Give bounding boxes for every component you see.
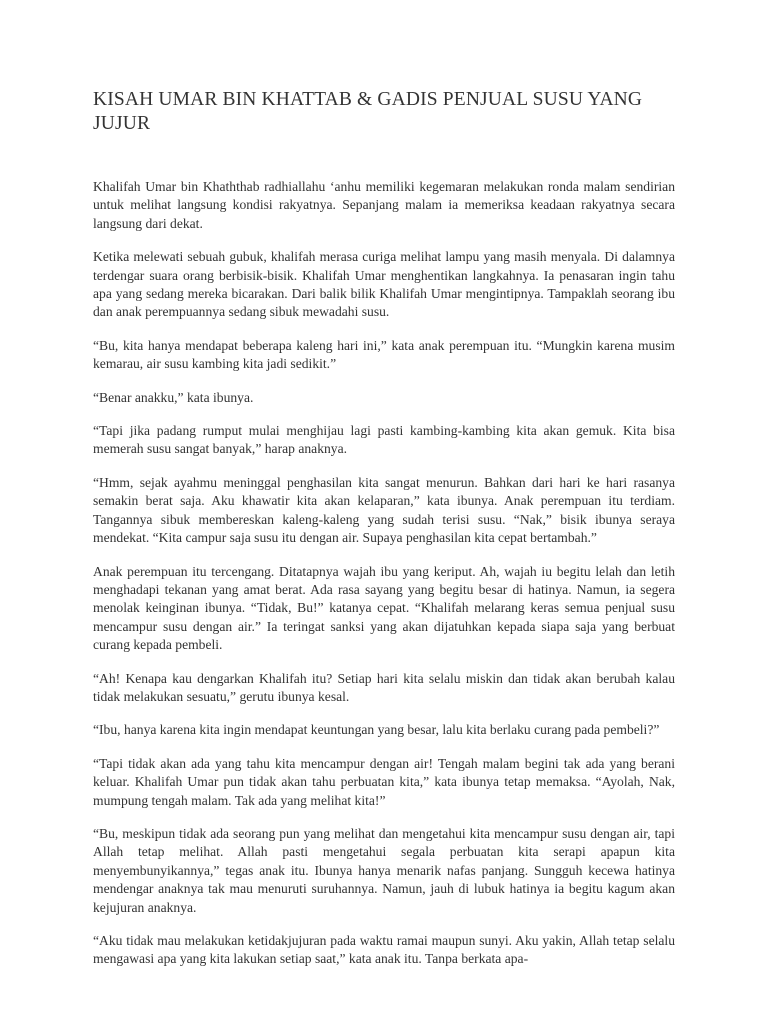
paragraph: “Benar anakku,” kata ibunya. <box>93 389 254 405</box>
paragraph: “Tapi jika padang rumput mulai menghijau lagi pasti kambing-kambing kita akan gemuk. Kita bisa memerah susu sangat banyak,” harap anaknya. <box>93 423 675 457</box>
paragraph: “Hmm, sejak ayahmu meninggal penghasilan kita sangat menurun. Bahkan dari hari ke hari rasanya semakin berat saja. Aku khawatir kita akan kelaparan,” kata ibunya. Anak perempuan itu terdiam. Tangannya sibuk membereskan kaleng-kaleng yang sudah terisi susu. “Nak,” bisik ibunya seraya mendekat. “Kita campur saja susu itu dengan air. Supaya penghasilan kita cepat bertambah.” <box>93 474 675 546</box>
paragraph: Khalifah Umar bin Khaththab radhiallahu ‘anhu memiliki kegemaran melakukan ronda malam sendirian untuk melihat langsung kondisi rakyatnya. Sepanjang malam ia memeriksa keadaan rakyatnya secara langsung dari dekat. <box>93 179 675 231</box>
paragraph: “Ibu, hanya karena kita ingin mendapat keuntungan yang besar, lalu kita berlaku curang pada pembeli?” <box>93 722 660 738</box>
paragraph: Anak perempuan itu tercengang. Ditatapnya wajah ibu yang keriput. Ah, wajah iu begitu lelah dan letih menghadapi tekanan yang amat berat. Ada rasa sayang yang begitu besar di hatinya. Namun, ia segera menolak keinginan ibunya. “Tidak, Bu!” katanya cepat. “Khalifah melarang keras semua penjual susu mencampur susu dengan air.” Ia teringat sanksi yang akan dijatuhkan kepada siapa saja yang berbuat curang kepada pembeli. <box>93 563 675 653</box>
paragraph: Ketika melewati sebuah gubuk, khalifah merasa curiga melihat lampu yang masih menyala. Di dalamnya terdengar suara orang berbisik-bisik. Khalifah Umar menghentikan langkahnya. Ia penasaran ingin tahu apa yang sedang mereka bicarakan. Dari balik bilik Khalifah Umar mengintipnya. Tampaklah seorang ibu dan anak perempuannya sedang sibuk mewadahi susu. <box>93 249 675 320</box>
paragraph: “Bu, kita hanya mendapat beberapa kaleng hari ini,” kata anak perempuan itu. “Mungkin karena musim kemarau, air susu kambing kita jadi sedikit.” <box>93 337 675 372</box>
paragraph: “Ah! Kenapa kau dengarkan Khalifah itu? Setiap hari kita selalu miskin dan tidak akan berubah kalau tidak melakukan sesuatu,” gerutu ibunya kesal. <box>93 670 675 704</box>
paragraph: “Bu, meskipun tidak ada seorang pun yang melihat dan mengetahui kita mencampur susu dengan air, tapi Allah tetap melihat. Allah pasti mengetahui segala perbuatan kita serapi apapun kita menyembunyikannya,” tegas anak itu. Ibunya hanya menarik nafas panjang. Sungguh kecewa hatinya mendengar anaknya tak mau menuruti suruhannya. Namun, jauh di lubuk hatinya ia begitu kagum akan kejujuran anaknya. <box>93 825 675 915</box>
document-title: KISAH UMAR BIN KHATTAB & GADIS PENJUAL SUSU YANG JUJUR <box>93 89 643 134</box>
paragraph: “Aku tidak mau melakukan ketidakjujuran pada waktu ramai maupun sunyi. Aku yakin, Allah tetap selalu mengawasi apa yang kita lakukan setiap saat,” kata anak itu. Tanpa berkata apa- <box>93 933 675 967</box>
paragraph: “Tapi tidak akan ada yang tahu kita mencampur dengan air! Tengah malam begini tak ada yang berani keluar. Khalifah Umar pun tidak akan tahu perbuatan kita,” kata ibunya tetap memaksa. “Ayolah, Nak, mumpung tengah malam. Tak ada yang melihat kita!” <box>93 755 675 808</box>
document-body <box>93 178 675 984</box>
